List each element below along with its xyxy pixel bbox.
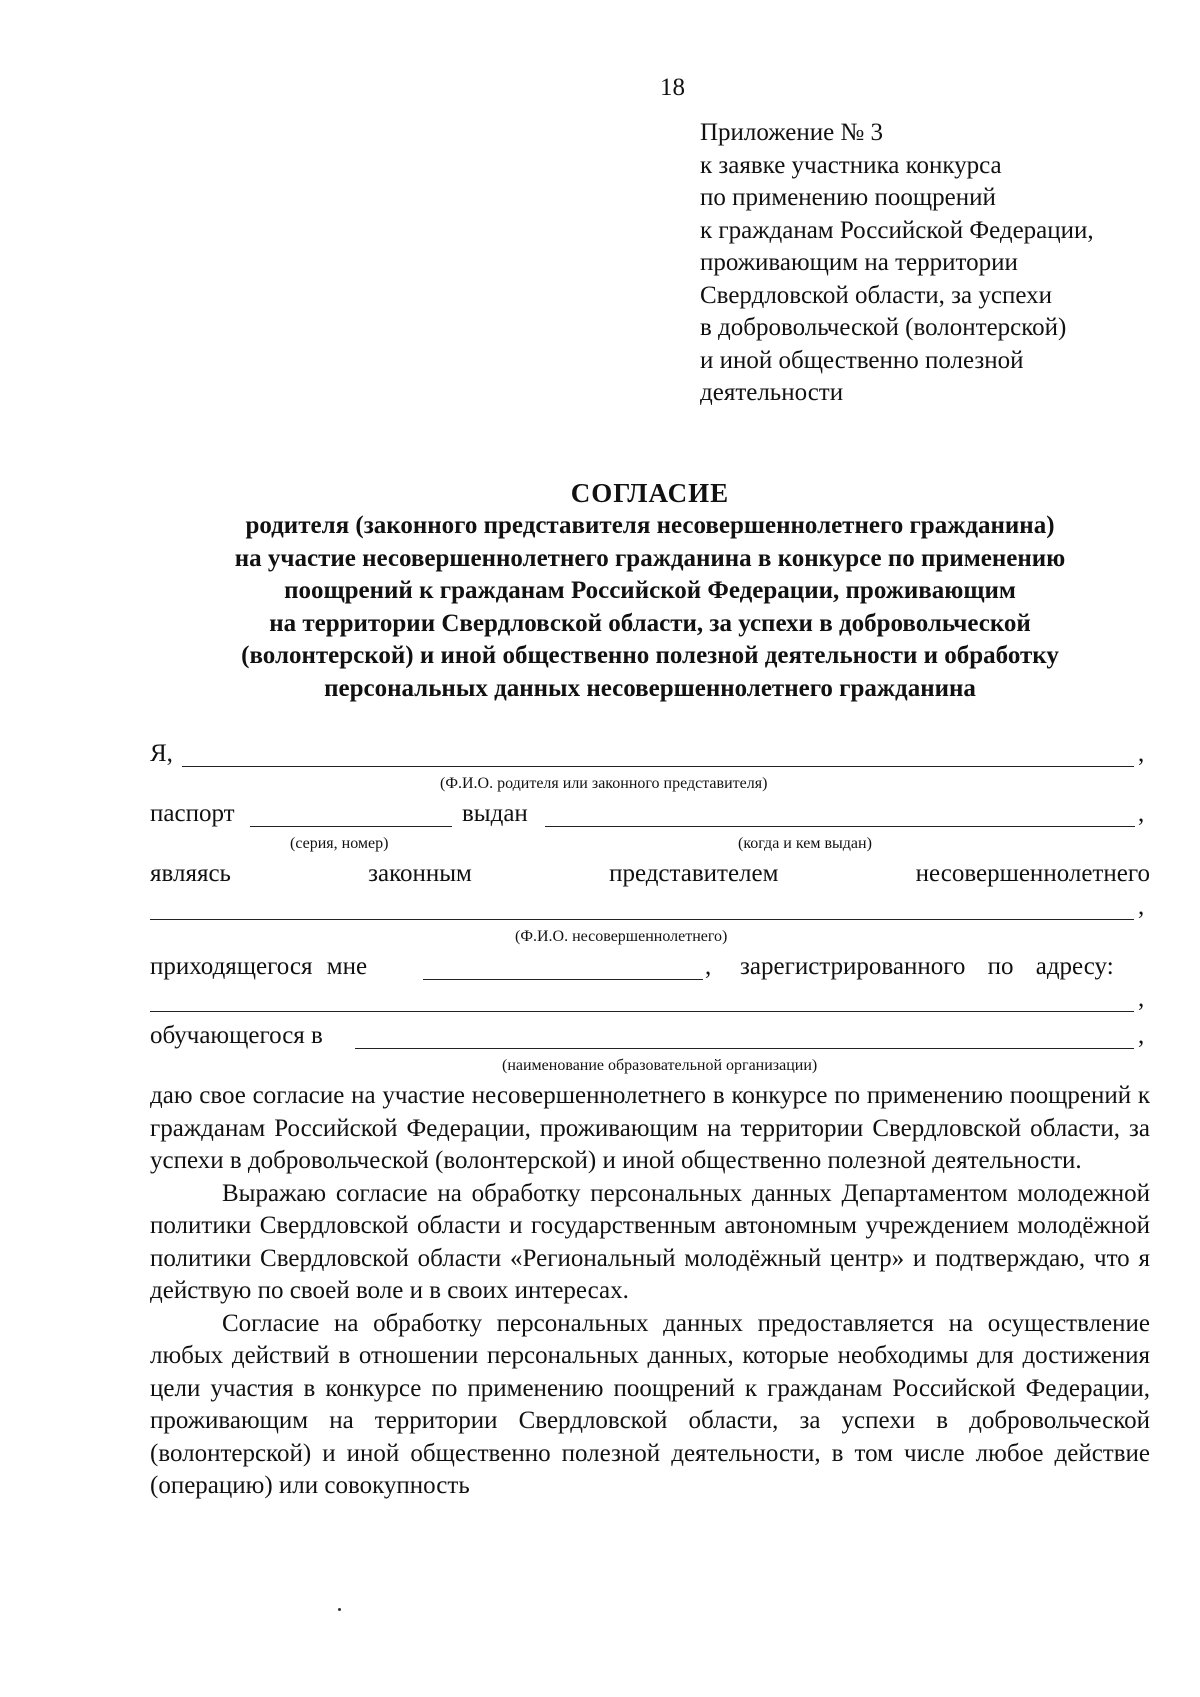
word: несовершеннолетнего [915, 860, 1150, 887]
paragraph: даю свое согласие на участие несовершеннолетнего в конкурсе по применению поощрений к гражданам Российской Федерации, проживающим на территории Свердловской области, за успехи в добровольческой (волонтерской) и иной общественно полезной деятельности. [150, 1082, 1150, 1174]
comma: , [1138, 800, 1145, 827]
paragraph: Согласие на обработку персональных данных предоставляется на осуществление любых действий в отношении персональных данных, которые необходимы для достижения цели участия в конкурсе по применению поощрений к гражданам Российской Федерации, проживающим на территории Свердловской области, за успехи в добровольческой (волонтерской) и иной общественно полезной деятельности, в том числе любое действие (операцию) или совокупность [150, 1309, 1150, 1499]
page-number: 18 [660, 74, 685, 101]
study-row [150, 1022, 1150, 1056]
appendix-line: Приложение № 3 [700, 119, 884, 146]
being-words [150, 860, 1150, 888]
title-line: родителя (законного представителя несовершеннолетнего гражданина) [245, 512, 1055, 539]
word: представителем [609, 860, 779, 887]
comma: , [1138, 893, 1145, 920]
parent-name-row [150, 740, 1150, 774]
minor-name-field[interactable] [150, 919, 1134, 920]
being-row [150, 860, 1150, 894]
consent-body [150, 1080, 1150, 1503]
passport-row [150, 800, 1150, 834]
scan-dot [338, 1608, 341, 1611]
address-row [150, 985, 1150, 1019]
study-label: обучающегося в [150, 1022, 323, 1049]
comma: , [705, 953, 712, 980]
comma: , [1138, 740, 1145, 767]
appendix-line: деятельности [700, 379, 844, 406]
relation-label: приходящегося мне [150, 953, 368, 980]
relation-field[interactable] [423, 979, 703, 980]
title-line: поощрений к гражданам Российской Федерации, проживающим [284, 577, 1016, 604]
relation-row [150, 953, 1150, 987]
word: законным [368, 860, 472, 887]
title-line: (волонтерской) и иной общественно полезной деятельности и обработку [241, 642, 1059, 669]
title-line: на участие несовершеннолетнего гражданина в конкурсе по применению [234, 544, 1066, 572]
passport-label: паспорт [150, 800, 235, 827]
title-line: на территории Свердловской области, за успехи в добровольческой [269, 609, 1031, 637]
word: являясь [150, 860, 231, 887]
title-main: СОГЛАСИЕ [570, 478, 730, 508]
paragraph: Выражаю согласие на обработку персональных данных Департаментом молодежной политики Свердловской области и государственным автономным учреждением молодёжной политики Свердловской области «Региональный молодёжный центр» и подтверждаю, что я действую по своей воле и в своих интересах. [150, 1179, 1150, 1304]
appendix-line: в добровольческой (волонтерской) [700, 314, 1067, 341]
title-line: персональных данных несовершеннолетнего гражданина [324, 674, 976, 702]
appendix-line: к гражданам Российской Федерации, [700, 216, 1094, 244]
appendix-line: Свердловской области, за успехи [700, 281, 1052, 309]
comma: , [1138, 985, 1145, 1012]
appendix-line: и иной общественно полезной [700, 346, 1024, 374]
appendix-line: к заявке участника конкурса [700, 151, 1002, 179]
passport-issued-field[interactable] [545, 826, 1135, 827]
issued-label: выдан [462, 800, 528, 827]
appendix-line: по применению поощрений [700, 184, 996, 211]
minor-name-row [150, 893, 1150, 927]
passport-number-field[interactable] [250, 826, 452, 827]
address-field[interactable] [150, 1011, 1134, 1012]
parent-name-field[interactable] [182, 766, 1134, 767]
i-label: Я, [150, 740, 173, 767]
organization-field[interactable] [355, 1048, 1134, 1049]
parent-hint: (Ф.И.О. родителя или законного представителя) [440, 775, 768, 792]
registered-label: зарегистрированного по адресу: [740, 953, 1114, 980]
series-hint: (серия, номер) [290, 835, 389, 852]
comma: , [1138, 1022, 1145, 1049]
minor-hint: (Ф.И.О. несовершеннолетнего) [515, 928, 728, 945]
org-hint: (наименование образовательной организации) [502, 1057, 818, 1074]
appendix-line: проживающим на территории [700, 249, 1018, 276]
issued-hint: (когда и кем выдан) [738, 835, 872, 852]
